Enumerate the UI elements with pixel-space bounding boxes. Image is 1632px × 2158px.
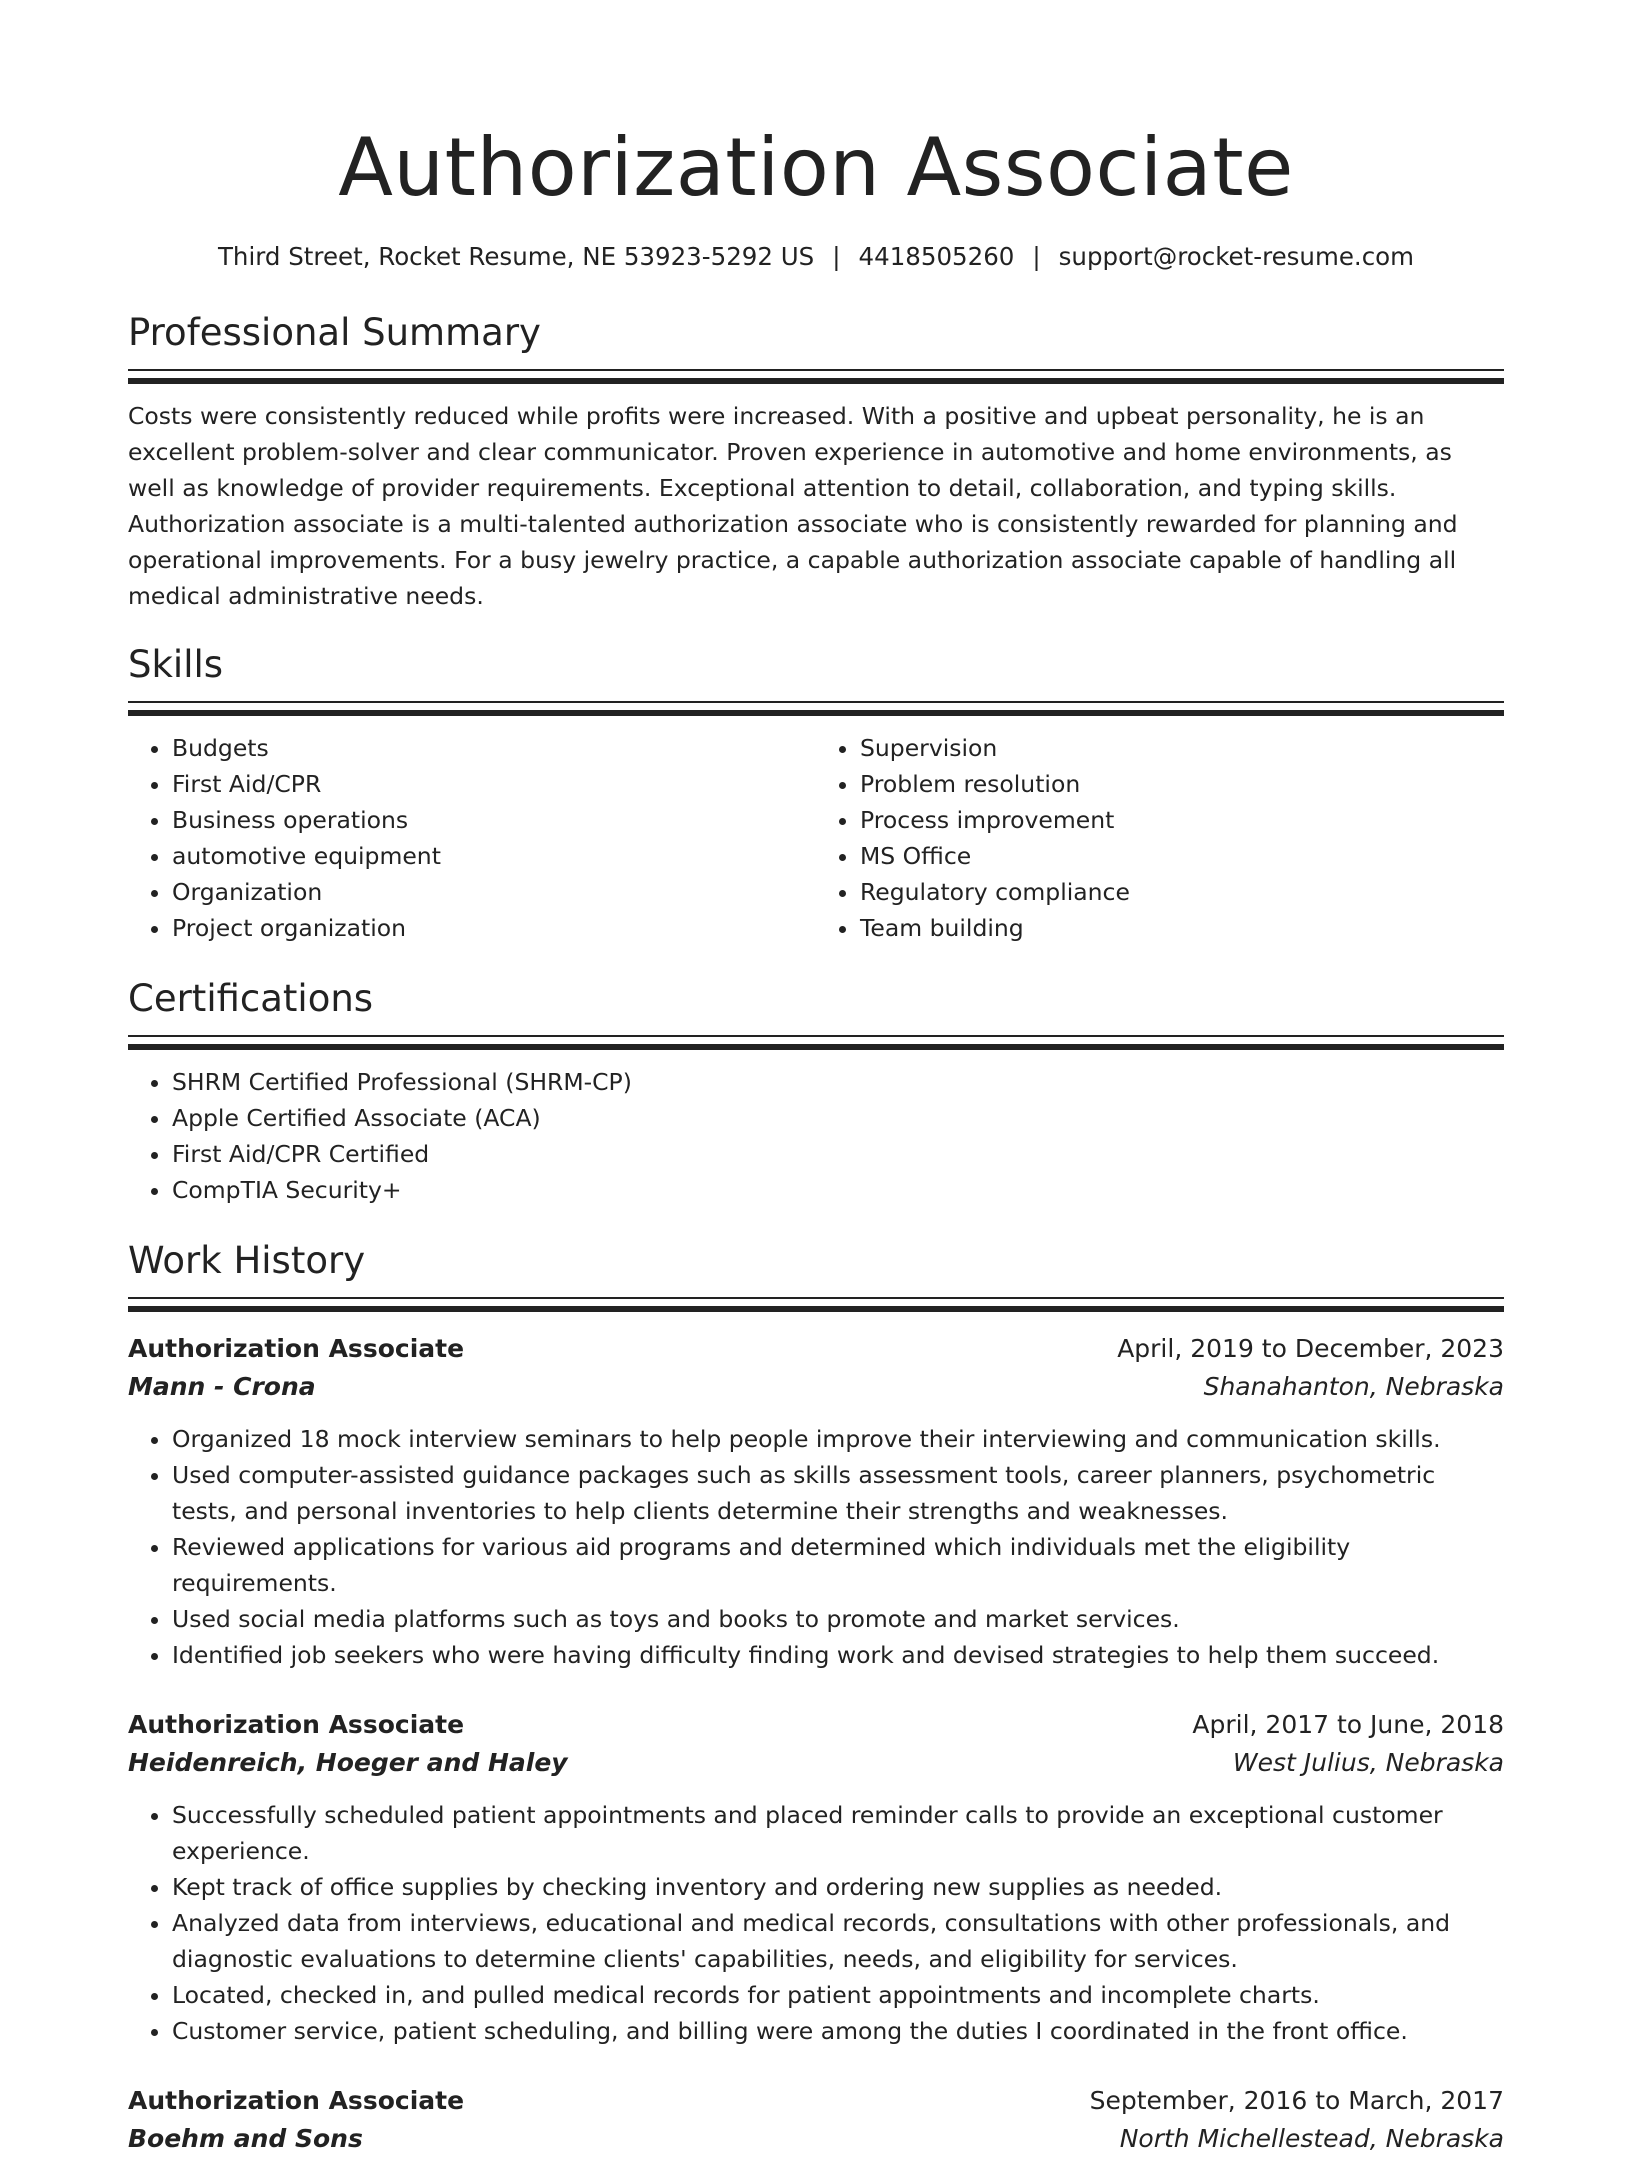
job-location: Shanahanton, Nebraska	[1203, 1372, 1504, 1401]
section-title-certifications: Certifications	[128, 977, 374, 1020]
certifications-section	[128, 975, 1504, 1208]
job-dates: April, 2017 to June, 2018	[1192, 1710, 1504, 1739]
job-title: Authorization Associate	[128, 1334, 465, 1363]
certification-item: • First Aid/CPR Certified	[172, 1136, 1504, 1172]
job-bullet: • Used computer-assisted guidance packages such as skills assessment tools, career planners, psychometric tests, and personal inventories to help clients determine their strengths and weaknesses.	[172, 1457, 1504, 1529]
certification-item: • SHRM Certified Professional (SHRM-CP)	[172, 1064, 1504, 1100]
job-title: Authorization Associate	[128, 2086, 465, 2115]
job-company: Heidenreich, Hoeger and Haley	[128, 1748, 568, 1777]
job-bullet: • Reviewed applications for various aid programs and determined which individuals met the eligibility requirements.	[172, 1529, 1504, 1601]
skills-columns	[128, 730, 1504, 946]
skill-item: • Project organization	[172, 910, 816, 946]
skill-item: • Process improvement	[860, 802, 1504, 838]
job-bullet: • Used social media platforms such as toys and books to promote and market services.	[172, 1601, 1504, 1637]
section-title-work-history: Work History	[128, 1239, 366, 1282]
contact-line	[128, 240, 1504, 274]
job-dates: September, 2016 to March, 2017	[1089, 2086, 1504, 2115]
section-divider	[128, 369, 1504, 384]
contact-email: support@rocket-resume.com	[1058, 242, 1415, 271]
job-bullet: • Identified job seekers who were having difficulty finding work and devised strategies to help them succeed.	[172, 1637, 1504, 1673]
section-title-summary: Professional Summary	[128, 311, 541, 354]
contact-separator: |	[832, 242, 841, 271]
skill-item: • Business operations	[172, 802, 816, 838]
job-entry	[128, 1330, 1504, 1673]
section-divider	[128, 1035, 1504, 1050]
skills-column-left	[128, 730, 816, 946]
skills-section	[128, 641, 1504, 946]
resume-name: Authorization Associate	[338, 121, 1294, 214]
job-company: Mann - Crona	[128, 1372, 316, 1401]
skill-item: • Problem resolution	[860, 766, 1504, 802]
job-entry	[128, 2082, 1504, 2158]
contact-phone: 4418505260	[858, 242, 1015, 271]
job-company: Boehm and Sons	[128, 2124, 363, 2153]
certification-item: • Apple Certified Associate (ACA)	[172, 1100, 1504, 1136]
job-dates: April, 2019 to December, 2023	[1117, 1334, 1504, 1363]
certification-item: • CompTIA Security+	[172, 1172, 1504, 1208]
work-history-section	[128, 1237, 1504, 2158]
job-location: North Michellestead, Nebraska	[1119, 2124, 1504, 2153]
contact-address: Third Street, Rocket Resume, NE 53923-5292 US	[217, 242, 815, 271]
skill-item: • Supervision	[860, 730, 1504, 766]
job-bullet: • Kept track of office supplies by checking inventory and ordering new supplies as needed.	[172, 1869, 1504, 1905]
job-location: West Julius, Nebraska	[1232, 1748, 1504, 1777]
job-bullet: • Organized 18 mock interview seminars to help people improve their interviewing and communication skills.	[172, 1421, 1504, 1457]
job-bullet: • Successfully scheduled patient appointments and placed reminder calls to provide an exceptional customer experience.	[172, 1797, 1504, 1869]
summary-section	[128, 309, 1504, 614]
skill-item: • Team building	[860, 910, 1504, 946]
skill-item: • Regulatory compliance	[860, 874, 1504, 910]
skill-item: • Organization	[172, 874, 816, 910]
job-title: Authorization Associate	[128, 1710, 465, 1739]
skill-item: • MS Office	[860, 838, 1504, 874]
section-divider	[128, 701, 1504, 716]
skill-item: • automotive equipment	[172, 838, 816, 874]
summary-text: Costs were consistently reduced while profits were increased. With a positive and upbeat personality, he is an excellent problem-solver and clear communicator. Proven experience in automotive and home environments, as well as knowledge of provider requirements. Exceptional attention to detail, collaboration, and typing skills. Authorization associate is a multi-talented authorization associate who is consistently rewarded for planning and operational improvements. For a busy jewelry practice, a capable authorization associate capable of handling all medical administrative needs.	[128, 402, 1458, 610]
contact-separator: |	[1032, 242, 1041, 271]
section-title-skills: Skills	[128, 643, 224, 686]
job-bullet: • Located, checked in, and pulled medical records for patient appointments and incomplete charts.	[172, 1977, 1504, 2013]
job-entry	[128, 1706, 1504, 2049]
skill-item: • First Aid/CPR	[172, 766, 816, 802]
skill-item: • Budgets	[172, 730, 816, 766]
job-bullet: • Analyzed data from interviews, educational and medical records, consultations with other professionals, and diagnostic evaluations to determine clients' capabilities, needs, and eligibility for services.	[172, 1905, 1504, 1977]
section-divider	[128, 1297, 1504, 1312]
skills-column-right	[816, 730, 1504, 946]
job-bullet: • Customer service, patient scheduling, and billing were among the duties I coordinated in the front office.	[172, 2013, 1504, 2049]
